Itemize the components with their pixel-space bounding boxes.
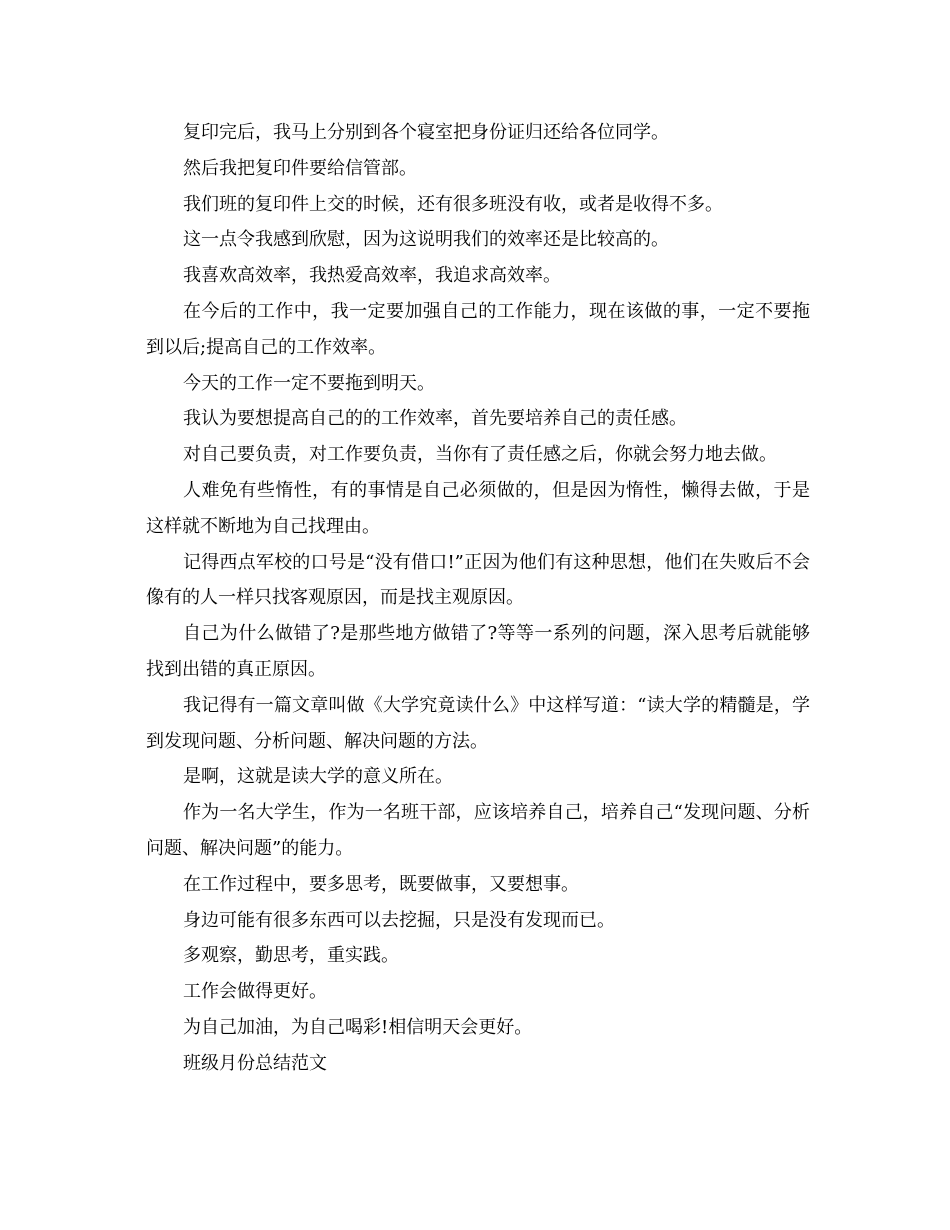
document-body bbox=[146, 115, 810, 1082]
paragraph: 我们班的复印件上交的时候，还有很多班没有收，或者是收得不多。 bbox=[183, 193, 723, 215]
paragraph: 对自己要负责，对工作要负责，当你有了责任感之后，你就会努力地去做。 bbox=[183, 444, 777, 466]
paragraph: 身边可能有很多东西可以去挖掘，只是没有发现而已。 bbox=[183, 909, 615, 931]
paragraph: 今天的工作一定不要拖到明天。 bbox=[183, 372, 435, 394]
paragraph: 在今后的工作中，我一定要加强自己的工作能力，现在该做的事，一定不要拖到以后;提高自己的工作效率。 bbox=[146, 300, 810, 358]
paragraph: 人难免有些惰性，有的事情是自己必须做的，但是因为惰性，懒得去做，于是这样就不断地为自己找理由。 bbox=[146, 479, 810, 537]
paragraph: 是啊，这就是读大学的意义所在。 bbox=[183, 766, 453, 788]
paragraph: 我认为要想提高自己的的工作效率，首先要培养自己的责任感。 bbox=[183, 408, 687, 430]
paragraph: 这一点令我感到欣慰，因为这说明我们的效率还是比较高的。 bbox=[183, 229, 669, 251]
paragraph: 多观察，勤思考，重实践。 bbox=[183, 945, 399, 967]
paragraph: 我记得有一篇文章叫做《大学究竟读什么》中这样写道：“读大学的精髓是，学到发现问题、分析问题、解决问题的方法。 bbox=[146, 694, 810, 752]
paragraph: 复印完后，我马上分别到各个寝室把身份证归还给各位同学。 bbox=[183, 122, 669, 143]
paragraph: 我喜欢高效率，我热爱高效率，我追求高效率。 bbox=[183, 265, 561, 287]
paragraph: 记得西点军校的口号是“没有借口!”正因为他们有这种思想，他们在失败后不会像有的人一样只找客观原因，而是找主观原因。 bbox=[146, 551, 810, 609]
paragraph: 作为一名大学生，作为一名班干部，应该培养自己，培养自己“发现问题、分析问题、解决问题”的能力。 bbox=[146, 802, 810, 859]
paragraph: 自己为什么做错了?是那些地方做错了?等等一系列的问题，深入思考后就能够找到出错的真正原因。 bbox=[146, 623, 810, 680]
section-heading: 班级月份总结范文 bbox=[183, 1052, 327, 1074]
paragraph: 然后我把复印件要给信管部。 bbox=[183, 157, 417, 179]
paragraph: 在工作过程中，要多思考，既要做事，又要想事。 bbox=[183, 873, 579, 895]
paragraph: 工作会做得更好。 bbox=[183, 981, 327, 1003]
paragraph: 为自己加油，为自己喝彩!相信明天会更好。 bbox=[183, 1016, 533, 1038]
